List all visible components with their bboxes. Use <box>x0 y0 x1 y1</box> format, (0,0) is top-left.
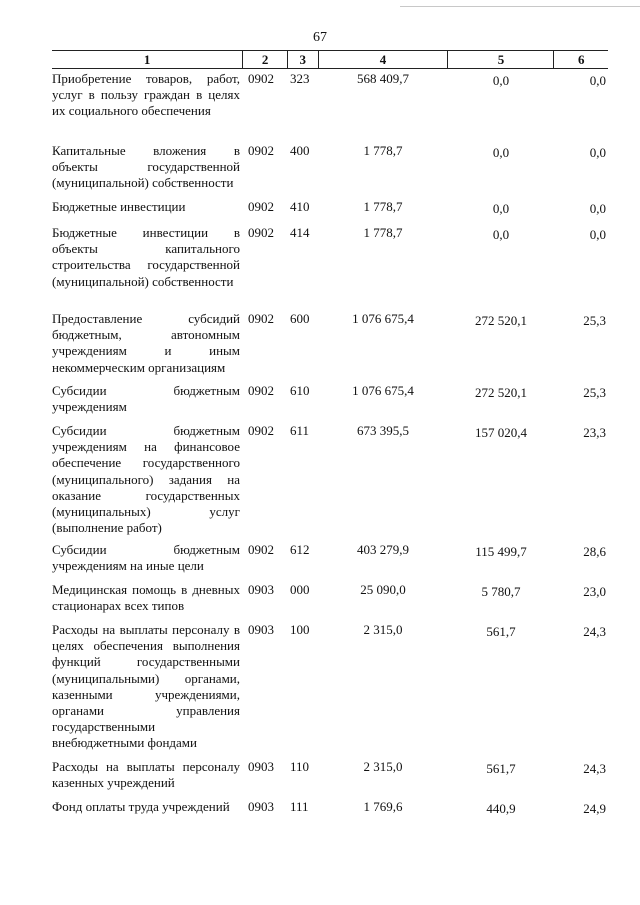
row-value-5: 157 020,4 <box>475 425 527 440</box>
row-code: 0902 <box>248 542 274 557</box>
row-value-5: 0,0 <box>492 227 510 242</box>
row-name: Капитальные вложения в объекты государственной (муниципальной) собственности <box>52 143 240 191</box>
row-value-5: 0,0 <box>492 145 510 160</box>
header-col-2: 2 <box>243 51 288 68</box>
row-subcode: 600 <box>290 311 310 326</box>
table-row <box>52 582 608 622</box>
row-value-4: 1 778,7 <box>363 199 403 214</box>
table-row <box>52 622 608 759</box>
row-code: 0902 <box>248 225 274 240</box>
row-value-4: 1 778,7 <box>363 225 403 240</box>
row-value-5: 561,7 <box>486 761 516 776</box>
row-name: Расходы на выплаты персоналу казенных учреждений <box>52 759 240 791</box>
row-value-4: 568 409,7 <box>357 71 409 86</box>
row-code: 0903 <box>248 582 274 597</box>
row-value-5: 0,0 <box>492 201 510 216</box>
row-value-6: 0,0 <box>589 201 606 216</box>
row-value-6: 28,6 <box>583 544 606 559</box>
row-subcode: 612 <box>290 542 310 557</box>
row-value-5: 440,9 <box>486 801 516 816</box>
row-value-4: 1 769,6 <box>363 799 403 814</box>
row-value-6: 24,3 <box>583 624 606 639</box>
row-name: Субсидии бюджетным учреждениям <box>52 383 240 415</box>
row-code: 0903 <box>248 622 274 637</box>
row-value-6: 0,0 <box>589 227 606 242</box>
row-value-5: 561,7 <box>486 624 516 639</box>
header-col-1: 1 <box>52 51 243 68</box>
row-code: 0903 <box>248 799 274 814</box>
row-code: 0902 <box>248 143 274 158</box>
scan-edge-line <box>400 6 640 7</box>
table-row <box>52 199 608 225</box>
row-subcode: 323 <box>290 71 310 86</box>
row-value-5: 272 520,1 <box>475 313 527 328</box>
row-name: Фонд оплаты труда учреждений <box>52 799 230 814</box>
table-header <box>52 50 608 69</box>
row-name: Бюджетные инвестиции <box>52 199 186 214</box>
row-value-4: 673 395,5 <box>357 423 409 438</box>
row-value-6: 0,0 <box>589 73 606 88</box>
table-row <box>52 143 608 199</box>
table-row <box>52 799 608 839</box>
row-value-6: 23,0 <box>583 584 606 599</box>
row-code: 0902 <box>248 311 274 326</box>
row-value-4: 2 315,0 <box>363 622 403 637</box>
row-name: Медицинская помощь в дневных стационарах всех типов <box>52 582 240 614</box>
row-code: 0902 <box>248 199 274 214</box>
header-col-4: 4 <box>319 51 449 68</box>
row-subcode: 111 <box>290 799 309 814</box>
row-code: 0902 <box>248 423 274 438</box>
row-subcode: 414 <box>290 225 310 240</box>
row-value-4: 1 076 675,4 <box>352 311 414 326</box>
row-name: Приобретение товаров, работ, услуг в пользу граждан в целях их социального обеспечения <box>52 71 240 119</box>
row-name: Субсидии бюджетным учреждениям на финансовое обеспечение государственного (муниципального) задания на оказание государственных (муниципальных) услуг (выполнение работ) <box>52 423 240 536</box>
header-col-6: 6 <box>577 52 585 67</box>
row-value-5: 115 499,7 <box>475 544 527 559</box>
table-row <box>52 383 608 423</box>
table-row <box>52 71 608 143</box>
row-value-6: 25,3 <box>583 313 606 328</box>
row-subcode: 100 <box>290 622 310 637</box>
row-value-6: 24,9 <box>583 801 606 816</box>
row-subcode: 000 <box>290 582 310 597</box>
row-subcode: 611 <box>290 423 310 438</box>
row-name: Субсидии бюджетным учреждениям на иные цели <box>52 542 240 574</box>
table-row <box>52 225 608 311</box>
row-subcode: 610 <box>290 383 310 398</box>
table-row <box>52 759 608 799</box>
row-value-5: 5 780,7 <box>481 584 521 599</box>
row-value-6: 0,0 <box>589 145 606 160</box>
row-value-4: 403 279,9 <box>357 542 409 557</box>
row-value-5: 0,0 <box>492 73 510 88</box>
row-value-6: 23,3 <box>583 425 606 440</box>
table-row <box>52 423 608 542</box>
row-value-4: 1 076 675,4 <box>352 383 414 398</box>
row-value-6: 25,3 <box>583 385 606 400</box>
row-name: Бюджетные инвестиции в объекты капитального строительства государственной (муниципальной) собственности <box>52 225 240 289</box>
row-value-4: 2 315,0 <box>363 759 403 774</box>
row-code: 0902 <box>248 71 274 86</box>
row-code: 0902 <box>248 383 274 398</box>
table-row <box>52 542 608 582</box>
page-number: 67 <box>313 30 327 45</box>
budget-table <box>52 50 608 839</box>
row-value-6: 24,3 <box>583 761 606 776</box>
header-col-3: 3 <box>288 51 319 68</box>
header-col-5: 5 <box>448 51 554 68</box>
table-row <box>52 311 608 383</box>
row-value-4: 1 778,7 <box>363 143 403 158</box>
row-subcode: 410 <box>290 199 310 214</box>
row-name: Предоставление субсидий бюджетным, автономным учреждениям и иным некоммерческим организациям <box>52 311 240 375</box>
row-value-4: 25 090,0 <box>360 582 406 597</box>
row-subcode: 110 <box>290 759 310 774</box>
row-code: 0903 <box>248 759 274 774</box>
row-name: Расходы на выплаты персоналу в целях обеспечения выполнения функций государственными (муниципальными) органами, казенными учреждениями, органами управления государственными внебюджетными фондами <box>52 622 240 751</box>
row-value-5: 272 520,1 <box>475 385 527 400</box>
row-subcode: 400 <box>290 143 310 158</box>
